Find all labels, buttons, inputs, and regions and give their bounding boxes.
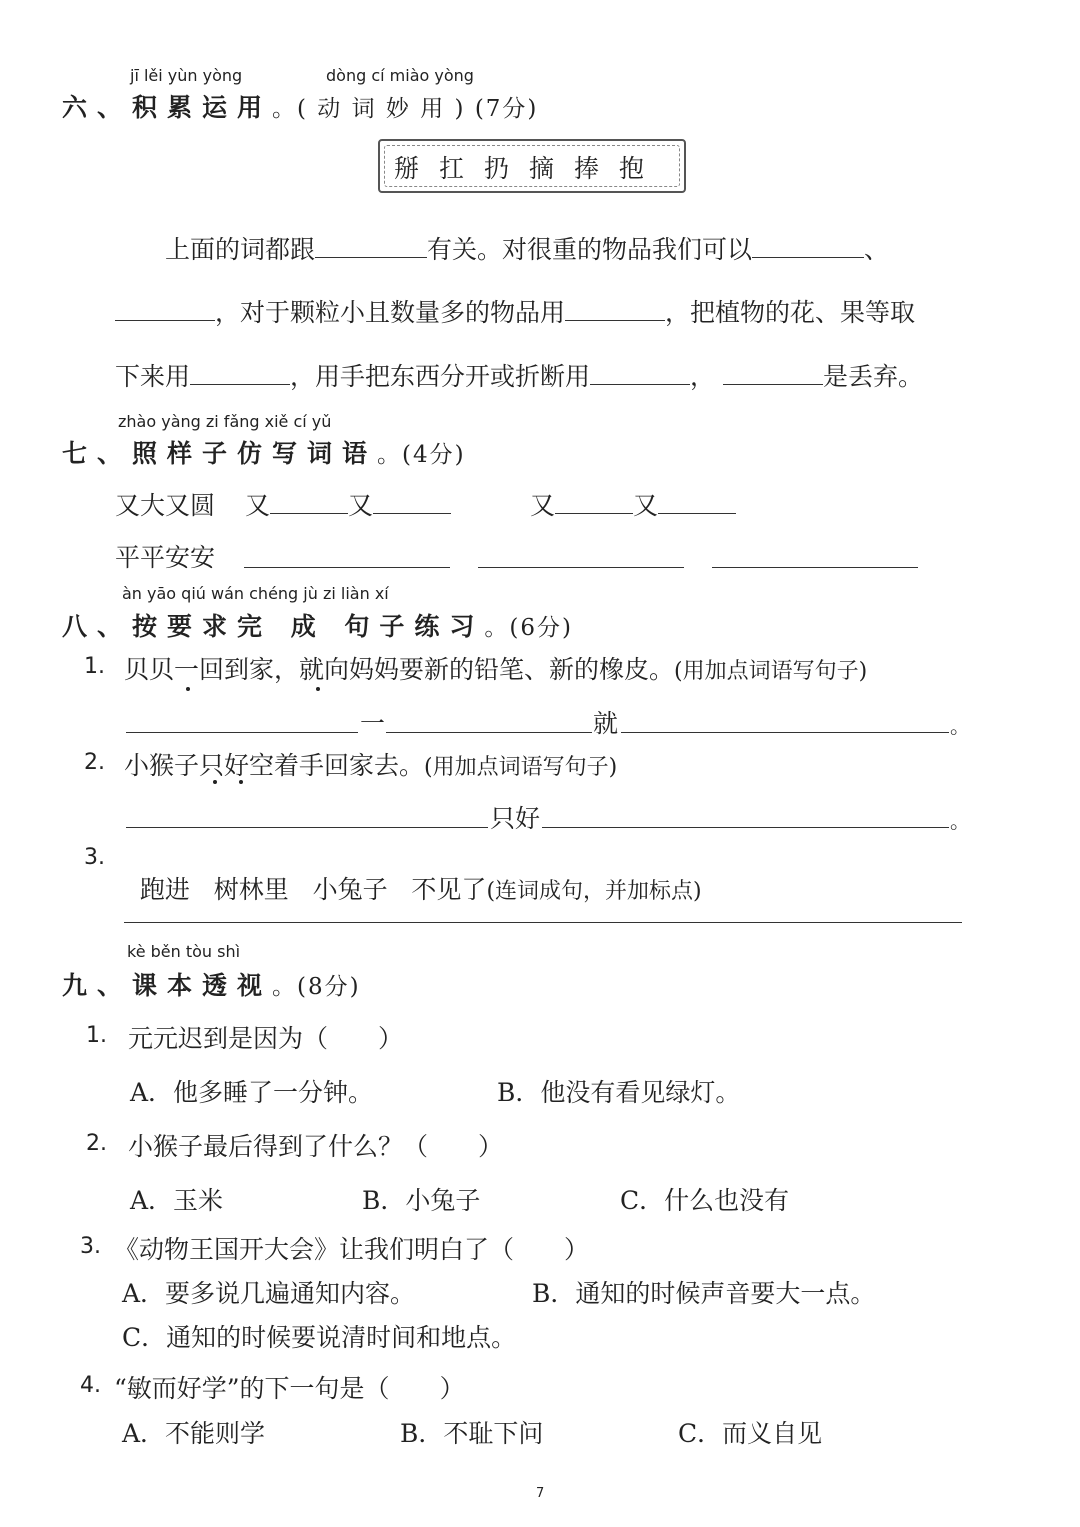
section6-title: 六、积累运用 [62, 93, 273, 122]
you-char: 又 [530, 491, 556, 520]
section6-line1 [165, 230, 889, 266]
q3-words: 跑进 树林里 小兔子 不见了 [139, 875, 487, 904]
s6-line2-b: ，把植物的花、果等取 [665, 298, 916, 327]
word-box-words: 掰扛扔摘捧抱 [394, 154, 665, 183]
section9-heading [62, 966, 361, 1002]
s9-q4-number: 4. [80, 1373, 101, 1398]
blank-field[interactable] [190, 358, 290, 385]
blank-field[interactable] [723, 358, 823, 385]
answer-line[interactable] [542, 827, 949, 828]
blank-field[interactable] [115, 294, 215, 321]
q3-hint: (连词成句，并加标点) [486, 879, 702, 904]
s9-q3-question[interactable]: 《动物王国开大会》让我们明白了（ ） [114, 1235, 590, 1264]
section7-pinyin: zhào yàng zi fǎng xiě cí yǔ [118, 412, 332, 431]
blank-field[interactable] [555, 487, 633, 514]
answer-line[interactable] [712, 567, 918, 568]
answer-line[interactable] [126, 732, 358, 733]
section6-note: 。( 动 词 妙 用 ) (7分) [272, 96, 539, 122]
s9-q3-option-a[interactable]: A．要多说几遍通知内容。 [122, 1279, 416, 1308]
s9-q2-option-c[interactable]: C．什么也没有 [620, 1186, 790, 1215]
you-char: 又 [245, 491, 271, 520]
you-char: 又 [348, 491, 374, 520]
blank-field[interactable] [752, 231, 864, 258]
section6-pinyin-a: jī lěi yùn yòng [130, 66, 243, 85]
s9-q3-option-c[interactable]: C．通知的时候要说清时间和地点。 [122, 1323, 517, 1352]
blank-field[interactable] [373, 487, 451, 514]
example-word-1: 又大又圆 [115, 491, 216, 520]
emphasis-dot [239, 780, 243, 784]
s9-q2-option-a[interactable]: A．玉米 [130, 1186, 224, 1215]
q2-hint: (用加点词语写句子) [424, 755, 618, 780]
q2-sentence: 小猴子只好空着手回家去。 [124, 751, 425, 780]
blank-field[interactable] [590, 358, 690, 385]
s6-line3-d: 是丢弃。 [823, 362, 924, 391]
s9-q1-question[interactable]: 元元迟到是因为（ ） [128, 1024, 404, 1053]
emphasis-dot [213, 780, 217, 784]
s9-q1-number: 1. [86, 1023, 107, 1048]
section8-heading [62, 607, 573, 643]
s9-q4-option-c[interactable]: C．而义自见 [678, 1419, 823, 1448]
answer-line[interactable] [478, 567, 684, 568]
s9-q2-option-b[interactable]: B．小兔子 [362, 1186, 481, 1215]
period: 。 [950, 714, 970, 738]
word-box [378, 139, 686, 193]
period: 。 [950, 809, 970, 833]
s9-q1-option-b[interactable]: B．他没有看见绿灯。 [497, 1078, 741, 1107]
s8-q2 [124, 746, 617, 782]
answer-line[interactable] [124, 922, 962, 923]
s9-q4-option-a[interactable]: A．不能则学 [122, 1419, 266, 1448]
q1-sentence: 贝贝一回到家，就向妈妈要新的铅笔、新的橡皮。 [124, 655, 675, 684]
s6-line3-a: 下来用 [115, 362, 191, 391]
section6-line3 [115, 357, 923, 393]
s9-q4-option-b[interactable]: B．不耻下问 [400, 1419, 544, 1448]
s9-q3-number: 3. [80, 1234, 101, 1259]
blank-field[interactable] [565, 294, 665, 321]
s9-q4-question[interactable]: “敏而好学”的下一句是（ ） [114, 1374, 465, 1403]
q3-number: 3. [84, 845, 105, 870]
example-word-2: 平平安安 [115, 543, 216, 572]
answer-line[interactable] [244, 567, 450, 568]
emphasis-dot [186, 687, 190, 691]
s8-q3 [124, 841, 702, 906]
q1-word-jiu: 就 [593, 709, 619, 738]
s7-row1-group2 [530, 486, 736, 522]
q1-hint: (用加点词语写句子) [674, 659, 868, 684]
s6-line2-a: ，对于颗粒小且数量多的物品用 [215, 298, 566, 327]
section7-note: 。(4分) [377, 442, 466, 468]
section9-title: 九、课本透视 [62, 971, 273, 1000]
s7-row1-group1 [245, 486, 451, 522]
q1-number: 1. [84, 654, 105, 679]
you-char: 又 [633, 491, 659, 520]
section8-note: 。(6分) [484, 615, 574, 641]
section8-title: 八、按要求完 成 句子练习 [62, 612, 485, 641]
answer-line[interactable] [126, 827, 488, 828]
answer-line[interactable] [386, 732, 592, 733]
blank-field[interactable] [315, 231, 427, 258]
s9-q2-question[interactable]: 小猴子最后得到了什么？（ ） [128, 1132, 504, 1161]
s9-q2-number: 2. [86, 1131, 107, 1156]
s9-q3-option-b[interactable]: B．通知的时候声音要大一点。 [532, 1279, 876, 1308]
section6-heading [62, 88, 538, 124]
section9-note: 。(8分) [272, 974, 361, 1000]
s6-line3-c: ， [690, 362, 716, 391]
section9-pinyin: kè běn tòu shì [127, 942, 241, 961]
section6-pinyin-b: dòng cí miào yòng [326, 66, 474, 85]
s8-q1 [124, 650, 867, 686]
q2-number: 2. [84, 750, 105, 775]
emphasis-dot [316, 687, 320, 691]
blank-field[interactable] [658, 487, 736, 514]
s6-line1-c: 、 [864, 235, 890, 264]
section7-heading [62, 434, 466, 470]
section8-pinyin: àn yāo qiú wán chéng jù zi liàn xí [122, 584, 389, 603]
blank-field[interactable] [270, 487, 348, 514]
s6-line3-b: ，用手把东西分开或折断用 [290, 362, 591, 391]
page-number: 7 [536, 1486, 545, 1501]
answer-line[interactable] [621, 732, 949, 733]
s9-q1-option-a[interactable]: A．他多睡了一分钟。 [130, 1078, 374, 1107]
section6-line2 [115, 293, 915, 329]
s6-line1-b: 有关。对很重的物品我们可以 [427, 235, 753, 264]
s6-line1-a: 上面的词都跟 [165, 235, 316, 264]
section7-title: 七、照样子仿写词语 [62, 439, 378, 468]
q2-word-zhihao: 只好 [490, 804, 541, 833]
q1-word-yi: 一 [360, 709, 386, 738]
